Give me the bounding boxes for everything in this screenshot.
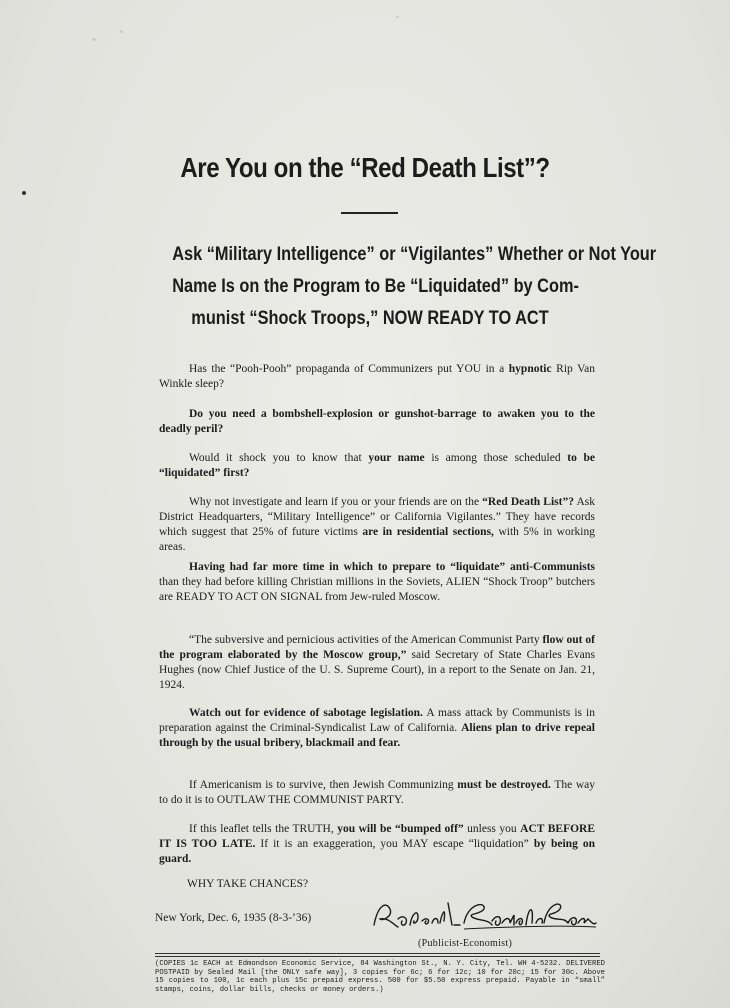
paragraph-2 (159, 407, 595, 437)
paragraph-3 (159, 451, 595, 481)
closing-line: WHY TAKE CHANCES? (187, 878, 309, 890)
paragraph-emphasis: hypnotic (508, 363, 552, 375)
paragraph-text: Ask District Headquarters, “Military Intelligence” or California Vigilantes.” They have records which suggest that 25% of future victims (159, 496, 595, 538)
paragraph-text: If this leaflet tells the TRUTH, (189, 823, 338, 835)
paragraph-emphasis: Having had far more time in which to prepare to “liquidate” anti-Communists (189, 561, 595, 573)
paragraph-emphasis: Watch out for evidence of sabotage legislation. (189, 707, 423, 719)
paragraph-emphasis: to be “liquidated” first? (159, 452, 596, 479)
paragraph-text: A mass attack by Communists is in preparation against the Criminal-Syndicalist Law of California. (159, 707, 595, 734)
paragraph-text: with 5% in working areas. (159, 526, 595, 553)
paragraph-emphasis: you will be “bumped off” (337, 823, 464, 835)
ink-dot (22, 191, 26, 195)
paragraph-text: than they had before killing Christian millions in the Soviets, ALIEN “Shock Troop” butchers are READY TO ACT ON SIGNAL from Jew-ruled Moscow. (159, 576, 595, 603)
paragraph-text: said Secretary of State Charles Evans Hughes (now Chief Justice of the U. S. Supreme Court), in a report to the Senate on Jan. 21, 1924. (159, 649, 595, 691)
paragraph-text: If it is an exaggeration, you MAY escape “liquidation” (255, 838, 534, 850)
paragraph-text: unless you (463, 823, 521, 835)
paragraph-8 (159, 778, 595, 808)
paragraph-6 (159, 633, 595, 693)
paragraph-1 (159, 362, 595, 392)
paper-speck (396, 16, 399, 18)
subtitle-line: Ask “Military Intelligence” or “Vigilantes” Whether or Not Your (172, 244, 657, 265)
paragraph-5 (159, 560, 595, 605)
paragraph-emphasis: must be destroyed. (457, 779, 551, 791)
paragraph-emphasis: your name (368, 452, 425, 464)
paragraph-emphasis: ACT BEFORE IT IS TOO LATE. (159, 823, 596, 850)
paragraph-7 (159, 706, 595, 751)
paragraph-emphasis: by being on guard. (159, 838, 596, 865)
paragraph-text: If Americanism is to survive, then Jewish Communizing (189, 779, 458, 791)
paragraph-text: Would it shock you to know that (189, 452, 369, 464)
paper-speck (92, 38, 96, 41)
paragraph-emphasis: are in residential sections, (362, 526, 494, 538)
paragraph-9 (159, 822, 595, 867)
footer-note: (COPIES 1c EACH at Edmondson Economic Service, 84 Washington St., N. Y. City, Tel. WH 4-5232. DELIVERED POSTPAID by Sealed Mail [the ONLY safe way], 3 copies for 6c; 6 for 12c; 10 for 20c; 15 for 30c. Above 15 copies to 100, 1c each plus 15c prepaid express. 500 for $5.50 express prepaid. Payable in “small” stamps, coins, dollar bills, checks or money orders.) (155, 960, 605, 995)
paragraph-text: The way to do it is to OUTLAW THE COMMUNIST PARTY. (159, 779, 595, 806)
dateline: New York, Dec. 6, 1935 (8-3-’36) (155, 912, 312, 924)
signer-title: (Publicist-Economist) (418, 938, 513, 949)
paragraph-text: “The subversive and pernicious activities of the American Communist Party (189, 634, 543, 646)
paragraph-4 (159, 495, 595, 555)
paragraph-text: Why not investigate and learn if you or your friends are on the (189, 496, 483, 508)
paragraph-text: Has the “Pooh-Pooh” propaganda of Communizers put YOU in a (189, 363, 505, 375)
title-divider (341, 212, 398, 214)
paragraph-emphasis: “Red Death List”? (482, 496, 574, 508)
paragraph-emphasis: flow out of the program elaborated by the Moscow group,” (159, 634, 595, 661)
paragraph-text: is among those scheduled (424, 452, 568, 464)
leaflet-title: Are You on the “Red Death List”? (180, 152, 550, 183)
paragraph-emphasis: Do you need a bombshell-explosion or gunshot-barrage to awaken you to the deadly peril? (159, 408, 595, 435)
leaflet-subtitle (172, 239, 657, 335)
subtitle-line: Name Is on the Program to Be “Liquidated” by Com- (172, 276, 579, 297)
paragraph-text: Rip Van Winkle sleep? (159, 363, 596, 390)
paragraph-emphasis: Aliens plan to drive repeal through by the usual bribery, blackmail and fear. (159, 722, 595, 749)
footer-rule (155, 953, 600, 954)
paper-speck (120, 30, 123, 33)
handwritten-signature (368, 895, 598, 935)
footer-rule (155, 956, 600, 957)
subtitle-line: munist “Shock Troops,” NOW READY TO ACT (191, 308, 549, 329)
